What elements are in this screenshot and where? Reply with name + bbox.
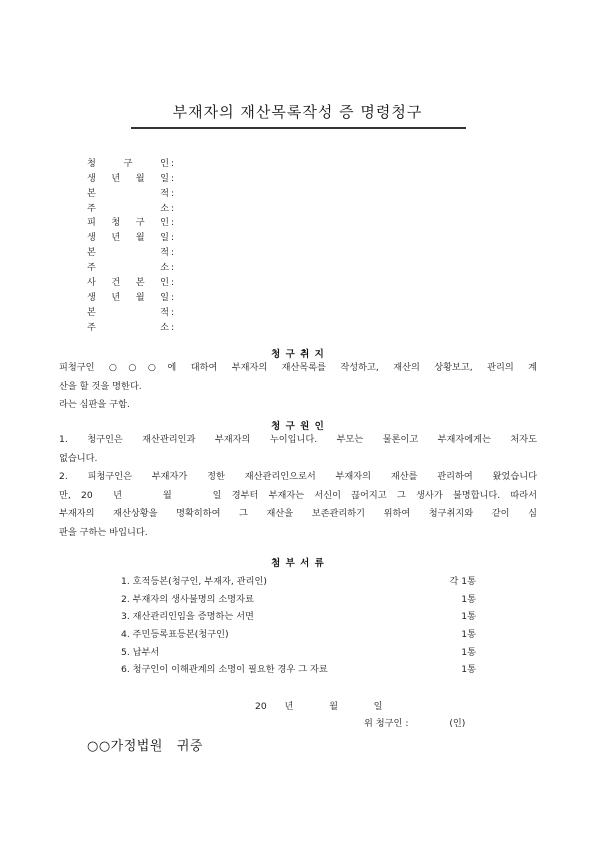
field-label: 사 건 본 인 (87, 276, 169, 288)
attachments-list (121, 573, 476, 679)
list-item (121, 644, 476, 662)
field-claimant-address (87, 201, 174, 216)
field-claimant-domicile (87, 186, 174, 201)
list-item (121, 573, 476, 591)
field-subject-person (87, 275, 174, 290)
cause-line: 없습니다. (59, 452, 98, 464)
attachment-qty: 1통 (461, 646, 476, 658)
field-subject-address (87, 320, 174, 335)
field-label: 생 년 월 일 (87, 291, 169, 303)
date-line: 20 년 월 일 (255, 701, 383, 712)
field-label: 생 년 월 일 (87, 232, 169, 244)
purpose-body (59, 363, 537, 419)
field-subject-birthdate (87, 290, 174, 305)
field-colon: : (171, 276, 175, 288)
field-subject-domicile (87, 305, 174, 320)
attachment-name: 5. 납부서 (121, 646, 160, 658)
list-item (121, 661, 476, 679)
list-item (121, 591, 476, 609)
attachment-qty: 1통 (461, 611, 476, 623)
field-colon: : (171, 217, 175, 229)
field-label: 본 적 (87, 187, 169, 199)
field-label: 본 적 (87, 247, 169, 259)
cause-heading: 청 구 원 인 (271, 421, 324, 432)
field-colon: : (171, 262, 175, 274)
field-label: 주 소 (87, 321, 169, 333)
field-label: 청 구 인 (87, 157, 169, 169)
field-colon: : (171, 247, 175, 259)
field-label: 피 청 구 인 (87, 217, 169, 229)
attachment-qty: 1통 (461, 664, 476, 676)
title-underline (131, 127, 466, 129)
purpose-line: 피청구인 ○○○에 대하여 부재자의 재산목록를 작성하고, 재산의 상황보고, 관리의 계 (59, 362, 537, 373)
cause-line: 2. 피청구인은 부재자가 정한 재산관리인으로서 부재자의 재산를 관리하여 왔었습니다 (59, 471, 537, 482)
claimant-signature-line: 위 청구인 : (인) (364, 718, 466, 729)
cause-line: 만, 20 년 월 일 경부터 부재자는 서신이 끊어지고 그 생사가 불명합니다. 따라서 (59, 489, 537, 501)
list-item (121, 608, 476, 626)
field-respondent-birthdate (87, 230, 174, 245)
field-colon: : (171, 306, 175, 318)
attachment-name: 2. 부재자의 생사불명의 소명자료 (121, 593, 254, 605)
cause-body (59, 435, 537, 546)
court-addressee: ○○가정법원 귀중 (87, 739, 203, 754)
party-fields (87, 156, 174, 335)
attachment-name: 4. 주민등록표등본(청구인) (121, 629, 229, 641)
attachments-heading: 첨 부 서 류 (271, 558, 324, 569)
field-label: 생 년 월 일 (87, 172, 169, 184)
cause-line: 부재자의 재산상황을 명확히하여 그 재산을 보존관리하기 위하여 청구취지와 같이 심 (59, 508, 537, 519)
field-label: 주 소 (87, 262, 169, 274)
attachment-qty: 각 1통 (449, 576, 476, 587)
purpose-line: 라는 심판을 구함. (59, 399, 130, 410)
purpose-heading: 청 구 취 지 (271, 349, 324, 360)
attachment-qty: 1통 (461, 593, 476, 605)
field-colon: : (171, 291, 175, 303)
field-respondent-domicile (87, 245, 174, 260)
attachment-name: 3. 재산관리인임을 증명하는 서면 (121, 611, 254, 623)
field-colon: : (171, 172, 175, 184)
attachment-name: 1. 호적등본(청구인, 부재자, 관리인) (121, 576, 267, 587)
cause-line: 1. 청구인은 재산관리인과 부재자의 누이입니다. 부모는 물론이고 부재자에게는 처자도 (59, 434, 537, 445)
purpose-line: 산을 할 것을 명한다. (59, 380, 142, 392)
field-colon: : (171, 232, 175, 244)
field-label: 본 적 (87, 306, 169, 318)
field-respondent (87, 216, 174, 231)
field-colon: : (171, 157, 175, 169)
field-label: 주 소 (87, 202, 169, 214)
attachment-qty: 1통 (461, 629, 476, 641)
field-claimant-birthdate (87, 171, 174, 186)
attachment-name: 6. 청구인이 이해관계의 소명이 필요한 경우 그 자료 (121, 664, 328, 676)
field-colon: : (171, 321, 175, 333)
document-title: 부재자의 재산목록작성 증 명령청구 (172, 103, 423, 121)
cause-line: 판을 구하는 바입니다. (59, 526, 148, 538)
field-respondent-address (87, 260, 174, 275)
list-item (121, 626, 476, 644)
field-claimant (87, 156, 174, 171)
field-colon: : (171, 202, 175, 214)
field-colon: : (171, 187, 175, 199)
